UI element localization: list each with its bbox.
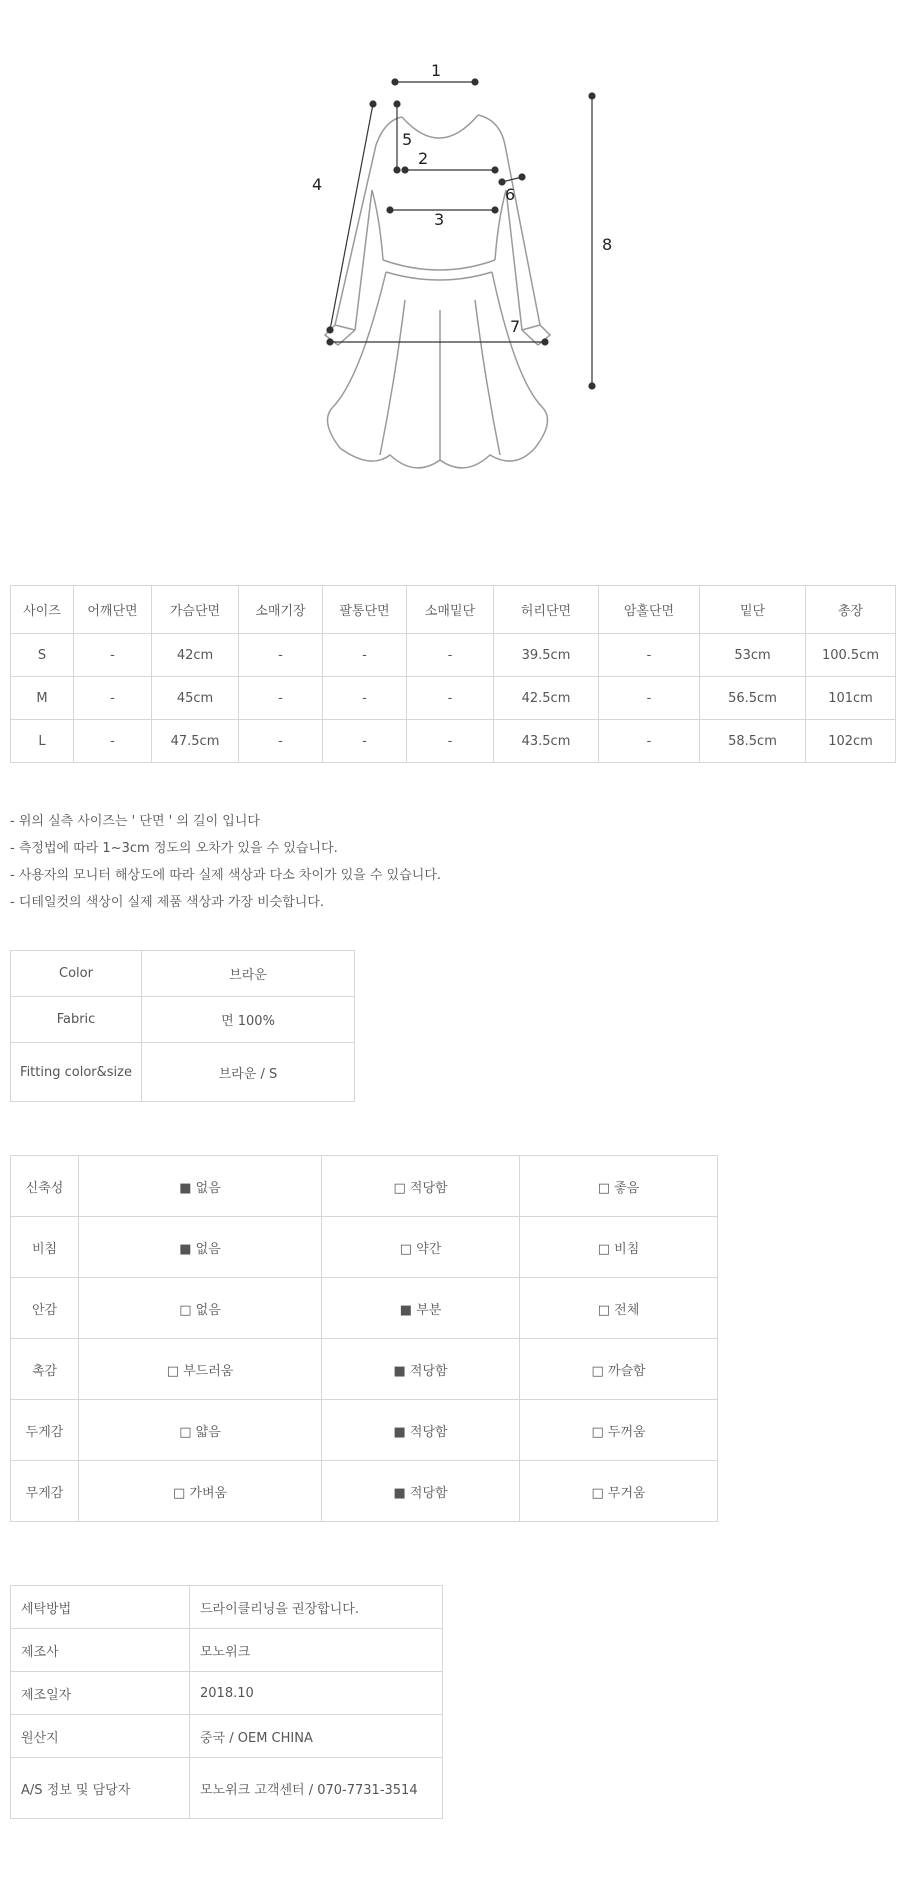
info-label: Color [11,951,142,997]
size-cell: 42.5cm [494,677,599,720]
size-cell: - [599,720,700,763]
diagram-label-4: 4 [312,175,323,194]
size-cell: 39.5cm [494,634,599,677]
care-label: 세탁방법 [11,1586,190,1629]
table-row [11,1715,443,1758]
size-cell: - [599,634,700,677]
size-cell: - [323,720,407,763]
size-header-cell: 사이즈 [11,586,74,634]
note-line: - 위의 실측 사이즈는 ' 단면 ' 의 길이 입니다 [10,814,260,829]
feel-option: □ 없음 [79,1278,322,1339]
diagram-label-2: 2 [418,149,429,168]
table-row [11,1758,443,1819]
feel-option: □ 가벼움 [79,1461,322,1522]
size-cell: 101cm [806,677,896,720]
product-info-table [10,950,355,1102]
care-value: 드라이클리닝을 권장합니다. [190,1586,443,1629]
note-line: - 측정법에 따라 1~3cm 정도의 오차가 있을 수 있습니다. [10,841,338,856]
feel-option: □ 얇음 [79,1400,322,1461]
size-cell: 43.5cm [494,720,599,763]
care-value: 중국 / OEM CHINA [190,1715,443,1758]
note-line: - 디테일컷의 색상이 실제 제품 색상과 가장 비슷합니다. [10,895,325,910]
size-cell: 58.5cm [700,720,806,763]
table-row [11,720,896,763]
size-cell: 100.5cm [806,634,896,677]
size-cell: 56.5cm [700,677,806,720]
size-cell: 53cm [700,634,806,677]
feel-option: □ 약간 [322,1217,520,1278]
care-label: 원산지 [11,1715,190,1758]
diagram-label-8: 8 [602,235,613,254]
table-row [11,1217,718,1278]
table-row [11,997,355,1043]
info-value: 브라운 [142,951,355,997]
size-cell: 47.5cm [152,720,239,763]
table-row [11,1629,443,1672]
table-row [11,1278,718,1339]
size-table-header-row [11,586,896,634]
feel-option: □ 비침 [520,1217,718,1278]
feel-option: ■ 없음 [79,1217,322,1278]
size-cell: - [599,677,700,720]
size-header-cell: 소매밑단 [407,586,494,634]
table-row [11,951,355,997]
info-value: 브라운 / S [142,1043,355,1102]
feel-option: ■ 부분 [322,1278,520,1339]
table-row [11,1586,443,1629]
note-line: - 사용자의 모니터 해상도에 따라 실제 색상과 다소 차이가 있을 수 있습니다. [10,868,442,883]
size-cell: - [407,677,494,720]
size-cell: - [323,677,407,720]
table-row [11,1400,718,1461]
size-cell: M [11,677,74,720]
care-label: 제조일자 [11,1672,190,1715]
measurement-lines [312,79,595,389]
size-header-cell: 팔통단면 [323,586,407,634]
size-table [10,585,896,763]
feel-option: □ 적당함 [322,1156,520,1217]
dress-diagram-svg [300,60,620,480]
feel-option: ■ 적당함 [322,1461,520,1522]
size-header-cell: 허리단면 [494,586,599,634]
size-header-cell: 어깨단면 [74,586,152,634]
size-header-cell: 암홀단면 [599,586,700,634]
feel-option: □ 부드러움 [79,1339,322,1400]
size-header-cell: 밑단 [700,586,806,634]
feel-label: 안감 [11,1278,79,1339]
care-label: A/S 정보 및 담당자 [11,1758,190,1819]
size-cell: S [11,634,74,677]
feel-label: 비침 [11,1217,79,1278]
care-value: 모노위크 고객센터 / 070-7731-3514 [190,1758,443,1819]
feel-option: □ 까슬함 [520,1339,718,1400]
feel-option: ■ 적당함 [322,1339,520,1400]
size-cell: - [239,677,323,720]
size-header-cell: 가슴단면 [152,586,239,634]
size-cell: - [407,720,494,763]
feel-option: ■ 없음 [79,1156,322,1217]
size-header-cell: 총장 [806,586,896,634]
feel-option: □ 두꺼움 [520,1400,718,1461]
table-row [11,677,896,720]
diagram-label-6: 6 [505,185,516,204]
diagram-label-7: 7 [510,317,521,336]
feel-option: □ 전체 [520,1278,718,1339]
feel-option: ■ 적당함 [322,1400,520,1461]
dress-measurement-diagram [300,60,620,480]
diagram-label-5: 5 [402,130,413,149]
size-header-cell: 소매기장 [239,586,323,634]
size-cell: 102cm [806,720,896,763]
size-cell: 45cm [152,677,239,720]
size-notes [10,808,441,916]
size-cell: - [407,634,494,677]
size-cell: - [239,720,323,763]
info-label: Fitting color&size [11,1043,142,1102]
table-row [11,1339,718,1400]
care-value: 모노위크 [190,1629,443,1672]
size-cell: - [323,634,407,677]
table-row [11,1672,443,1715]
size-cell: 42cm [152,634,239,677]
diagram-label-3: 3 [434,210,445,229]
table-row [11,1043,355,1102]
feel-option: □ 무거움 [520,1461,718,1522]
feel-label: 신축성 [11,1156,79,1217]
size-cell: - [74,634,152,677]
info-value: 면 100% [142,997,355,1043]
fabric-feel-table [10,1155,718,1522]
size-cell: L [11,720,74,763]
table-row [11,634,896,677]
dress-outline [325,115,550,468]
feel-label: 무게감 [11,1461,79,1522]
size-cell: - [239,634,323,677]
info-label: Fabric [11,997,142,1043]
table-row [11,1156,718,1217]
diagram-label-1: 1 [431,61,442,80]
care-info-table [10,1585,443,1819]
table-row [11,1461,718,1522]
size-cell: - [74,720,152,763]
care-value: 2018.10 [190,1672,443,1715]
feel-option: □ 좋음 [520,1156,718,1217]
feel-label: 두게감 [11,1400,79,1461]
feel-label: 촉감 [11,1339,79,1400]
care-label: 제조사 [11,1629,190,1672]
size-cell: - [74,677,152,720]
